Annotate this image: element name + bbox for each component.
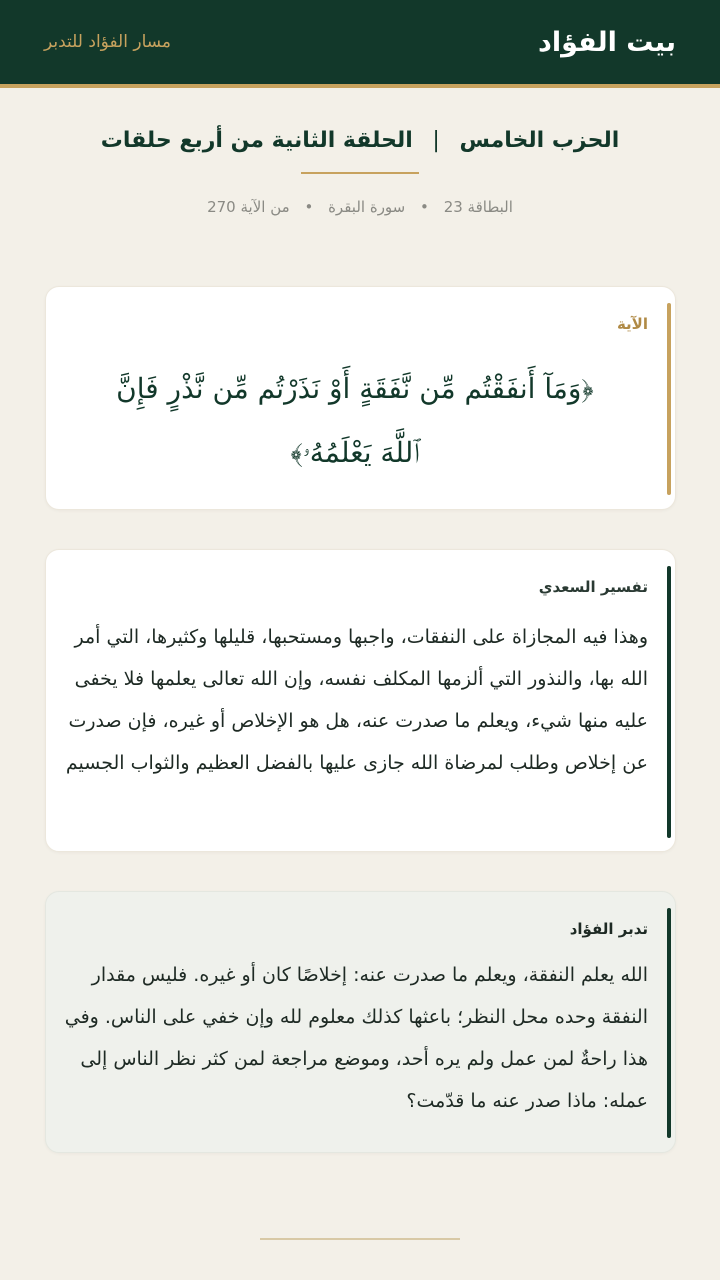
ayah-text: ﴿وَمَآ أَنفَقْتُم مِّن نَّفَقَةٍ أَوْ نَذَرْتُم مِّن نَّذْرٍ فَإِنَّ ٱللَّهَ يَعْلَمُهُۥ﴾ [116,372,594,469]
tadabbur-card [45,891,676,1153]
page-title [0,128,720,153]
footer-divider [260,1238,460,1240]
tafsir-accent-bar [667,566,671,838]
hizb-label: الحزب الخامس [459,128,620,153]
title-separator: | [432,128,440,153]
meta-dot: • [420,198,429,216]
ayah-reference: من الآية 270 [207,198,290,216]
surah-name: سورة البقرة [328,198,406,216]
ayah-card-label: الآية [616,315,648,333]
tadabbur-accent-bar [667,908,671,1138]
tadabbur-path-link[interactable]: مسار الفؤاد للتدبر [44,32,172,52]
title-divider [301,172,419,174]
card-meta [0,198,720,216]
card-number: البطاقة 23 [443,198,513,216]
tadabbur-card-label: تدبر الفؤاد [569,920,648,938]
tafsir-card-label: تفسير السعدي [538,578,648,596]
ayah-accent-bar [667,303,671,495]
tafsir-card [45,549,676,852]
tafsir-text: وهذا فيه المجازاة على النفقات، واجبها ومستحبها، قليلها وكثيرها، التي أمر الله بها، والنذور التي ألزمها المكلف نفسه، وإن الله تعالى يعلمها فلا يخفى عليه منها شيء، ويعلم ما صدرت عنه، هل هو الإخلاص أو غيره، فإن صدرت عن إخلاص وطلب لمرضاة الله جازى عليها بالفضل العظيم والثواب الجسيم [65,626,648,774]
ayah-card [45,286,676,510]
meta-dot: • [304,198,314,216]
brand-title: بيت الفؤاد [537,26,676,58]
tadabbur-text: الله يعلم النفقة، ويعلم ما صدرت عنه: إخلاصًا كان أو غيره. فليس مقدار النفقة وحده محل النظر؛ باعثها كذلك معلوم لله وإن خفي على الناس. وفي هذا راحةٌ لمن عمل ولم يره أحد، وموضع مراجعة لمن كثر نظر الناس إلى عمله: ماذا صدر عنه ما قدّمت؟ [64,964,648,1112]
session-label: الحلقة الثانية من أربع حلقات [100,128,413,153]
app-header [0,0,720,88]
